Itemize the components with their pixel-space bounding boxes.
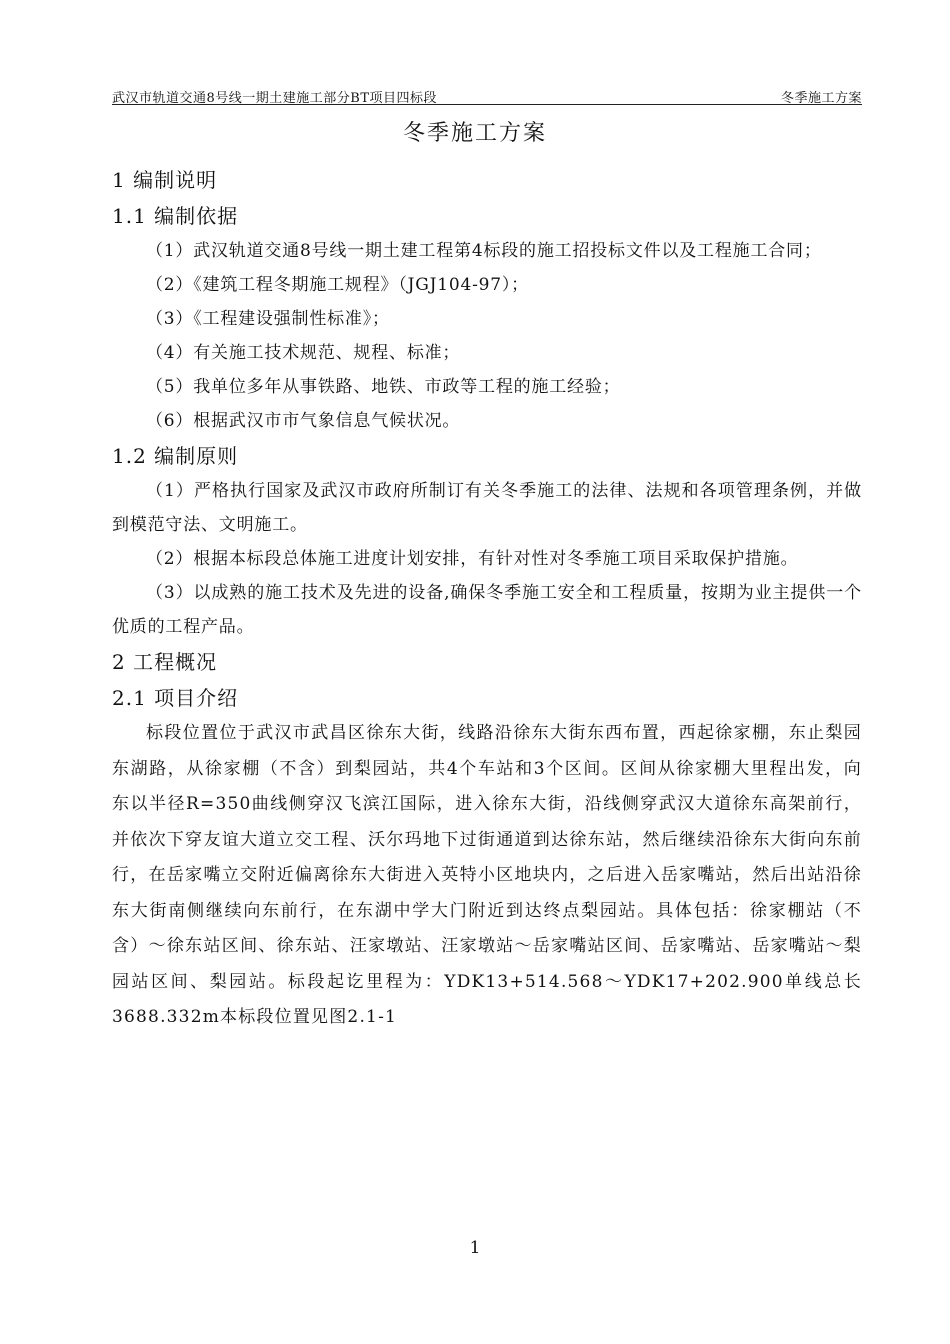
basis-item: （1）武汉轨道交通8号线一期土建工程第4标段的施工招投标文件以及工程施工合同；	[146, 241, 822, 261]
section-heading-1-2: 1.2 编制原则	[112, 444, 239, 468]
basis-item: （5）我单位多年从事铁路、地铁、市政等工程的施工经验；	[146, 377, 621, 397]
section-heading-2: 2 工程概况	[112, 650, 218, 674]
principle-item: （1）严格执行国家及武汉市政府所制订有关冬季施工的法律、法规和各项管理条例，并做到模范守法、文明施工。	[112, 481, 862, 535]
basis-item: （2）《建筑工程冬期施工规程》（JGJ104-97）；	[146, 275, 529, 295]
basis-item: （3）《工程建设强制性标准》；	[146, 309, 390, 329]
principle-item: （3）以成熟的施工技术及先进的设备,确保冬季施工安全和工程质量，按期为业主提供一个优质的工程产品。	[112, 583, 862, 637]
document-title: 冬季施工方案	[402, 121, 547, 146]
page-number: 1	[469, 1238, 481, 1258]
section-heading-1-1: 1.1 编制依据	[112, 204, 239, 228]
project-intro-paragraph: 标段位置位于武汉市武昌区徐东大街，线路沿徐东大街东西布置，西起徐家棚，东止梨园东湖路，从徐家棚（不含）到梨园站，共4个车站和3个区间。区间从徐家棚大里程出发，向东以半径R=350曲线侧穿汉飞滨江国际，进入徐东大街，沿线侧穿武汉大道徐东高架前行，并依次下穿友谊大道立交工程、沃尔玛地下过街通道到达徐东站，然后继续沿徐东大街向东前行，在岳家嘴立交附近偏离徐东大街进入英特小区地块内，之后进入岳家嘴站，然后出站沿徐东大街南侧继续向东前行，在东湖中学大门附近到达终点梨园站。具体包括：徐家棚站（不含）～徐东站区间、徐东站、汪家墩站、汪家墩站～岳家嘴站区间、岳家嘴站、岳家嘴站～梨园站区间、梨园站。标段起讫里程为：YDK13+514.568～YDK17+202.900单线总长3688.332m本标段位置见图2.1-1	[112, 723, 862, 1027]
document-body	[112, 162, 862, 1036]
header-doc-name: 冬季施工方案	[780, 91, 862, 106]
page-header	[112, 84, 862, 106]
header-project-name: 武汉市轨道交通8号线一期土建施工部分BT项目四标段	[112, 91, 437, 106]
basis-item: （4）有关施工技术规范、规程、标准；	[146, 343, 461, 363]
section-heading-2-1: 2.1 项目介绍	[112, 686, 239, 710]
basis-item: （6）根据武汉市市气象信息气候状况。	[146, 411, 461, 431]
principle-item: （2）根据本标段总体施工进度计划安排，有针对性对冬季施工项目采取保护措施。	[146, 549, 799, 569]
section-heading-1: 1 编制说明	[112, 168, 218, 192]
header-divider	[112, 104, 862, 105]
